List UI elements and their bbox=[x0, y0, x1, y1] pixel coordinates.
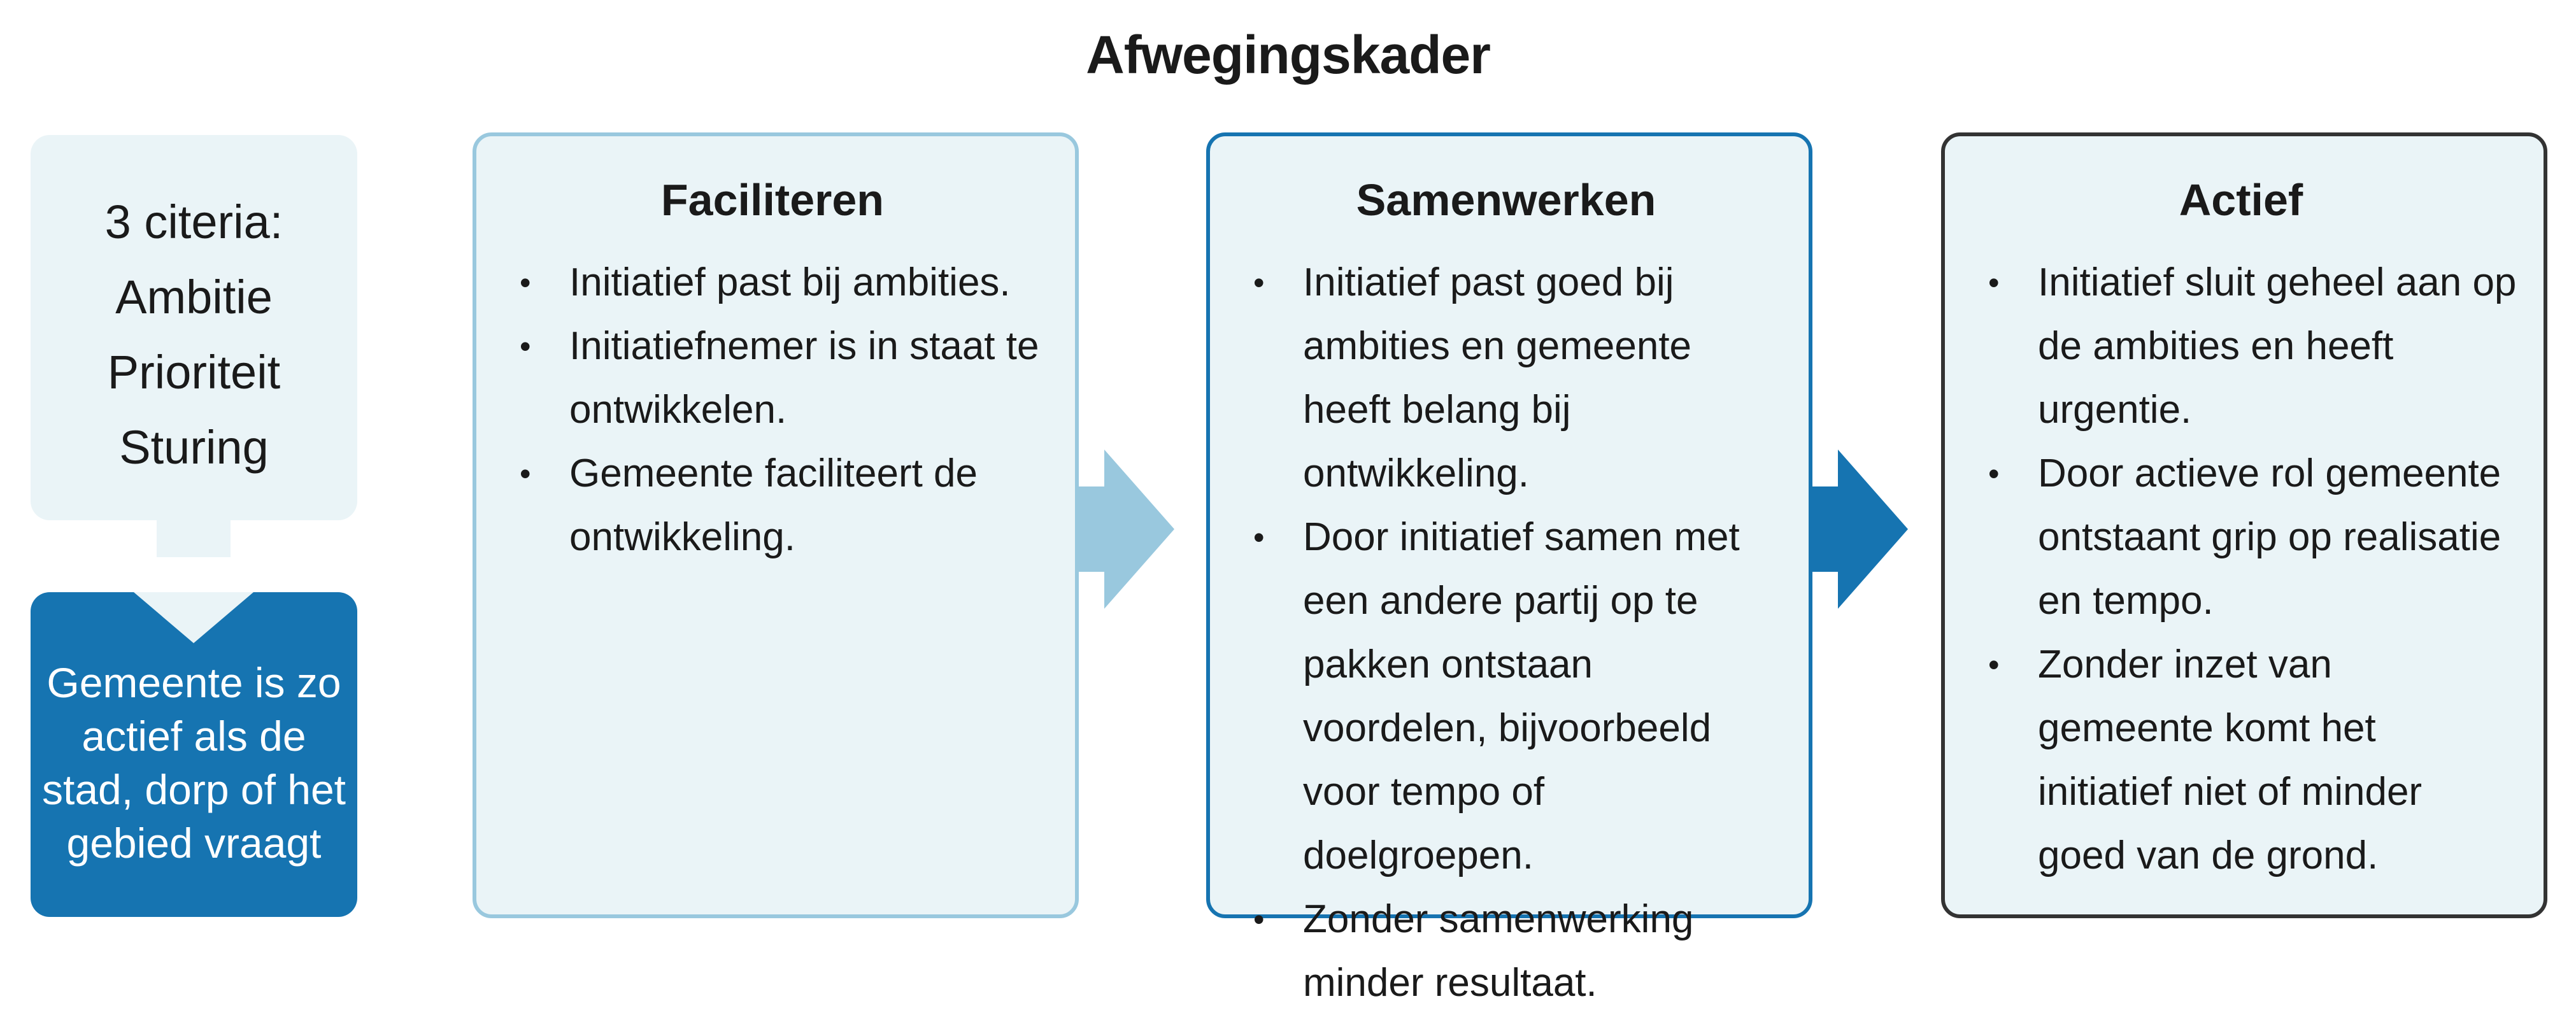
criteria-box bbox=[31, 135, 357, 520]
card-actief bbox=[1941, 132, 2547, 918]
bullet-icon: • bbox=[1253, 265, 1265, 301]
bullet-text: Initiatiefnemer is in staat te ontwikkelen. bbox=[569, 324, 1039, 432]
bullet-list bbox=[515, 251, 1050, 569]
list-item bbox=[1248, 251, 1783, 506]
bullet-icon: • bbox=[1253, 902, 1265, 937]
bullet-text: Zonder inzet van gemeente komt het initiatief niet of minder goed van de grond. bbox=[2038, 642, 2423, 877]
criteria-item-prioriteit: Prioriteit bbox=[107, 346, 281, 399]
list-item bbox=[1983, 251, 2518, 442]
card-title: Actief bbox=[2179, 175, 2303, 225]
bullet-icon: • bbox=[1988, 456, 2000, 492]
arrow-right-icon bbox=[1079, 450, 1174, 609]
arrow-down-icon bbox=[157, 519, 231, 557]
list-item bbox=[1983, 633, 2518, 888]
list-item bbox=[515, 442, 1050, 569]
bullet-text: Zonder samenwerking minder resultaat. bbox=[1303, 897, 1694, 1005]
bullet-icon: • bbox=[1253, 520, 1265, 555]
bullet-icon: • bbox=[1988, 647, 2000, 683]
criteria-item-sturing: Sturing bbox=[119, 421, 269, 474]
list-item bbox=[1983, 442, 2518, 633]
bullet-list bbox=[1983, 251, 2518, 888]
bullet-text: Door actieve rol gemeente ontstaant grip op realisatie en tempo. bbox=[2038, 451, 2501, 623]
criteria-item-ambitie: Ambitie bbox=[115, 271, 273, 323]
bullet-text: Initiatief past bij ambities. bbox=[569, 260, 1011, 304]
bullet-icon: • bbox=[520, 265, 531, 301]
bullet-text: Initiatief sluit geheel aan op de ambities en heeft urgentie. bbox=[2038, 260, 2517, 432]
bullet-icon: • bbox=[520, 329, 531, 364]
page-title: Afwegingskader bbox=[1086, 25, 1490, 85]
bullet-text: Initiatief past goed bij ambities en gemeente heeft belang bij ontwikkeling. bbox=[1303, 260, 1692, 495]
arrow-right-icon bbox=[1812, 450, 1908, 609]
card-faciliteren bbox=[473, 132, 1079, 918]
list-item bbox=[515, 315, 1050, 442]
bullet-icon: • bbox=[1988, 265, 2000, 301]
list-item bbox=[515, 251, 1050, 315]
list-item bbox=[1248, 506, 1783, 888]
card-title: Faciliteren bbox=[660, 175, 885, 225]
arrow-down-head bbox=[134, 592, 253, 643]
bullet-list bbox=[1248, 251, 1783, 1015]
card-samenwerken bbox=[1206, 132, 1812, 1005]
list-item bbox=[1248, 888, 1783, 1015]
criteria-heading: 3 citeria: bbox=[104, 195, 283, 248]
bullet-text: Gemeente faciliteert de ontwikkeling. bbox=[569, 451, 978, 559]
bullet-text: Door initiatief samen met een andere partij op te pakken ontstaan voordelen, bijvoorbeeld voor tempo of doelgroepen. bbox=[1303, 515, 1740, 877]
bullet-icon: • bbox=[520, 456, 531, 492]
result-box: Gemeente is zo actief als de stad, dorp of het gebied vraagt bbox=[31, 592, 357, 917]
card-title: Samenwerken bbox=[1356, 175, 1656, 225]
